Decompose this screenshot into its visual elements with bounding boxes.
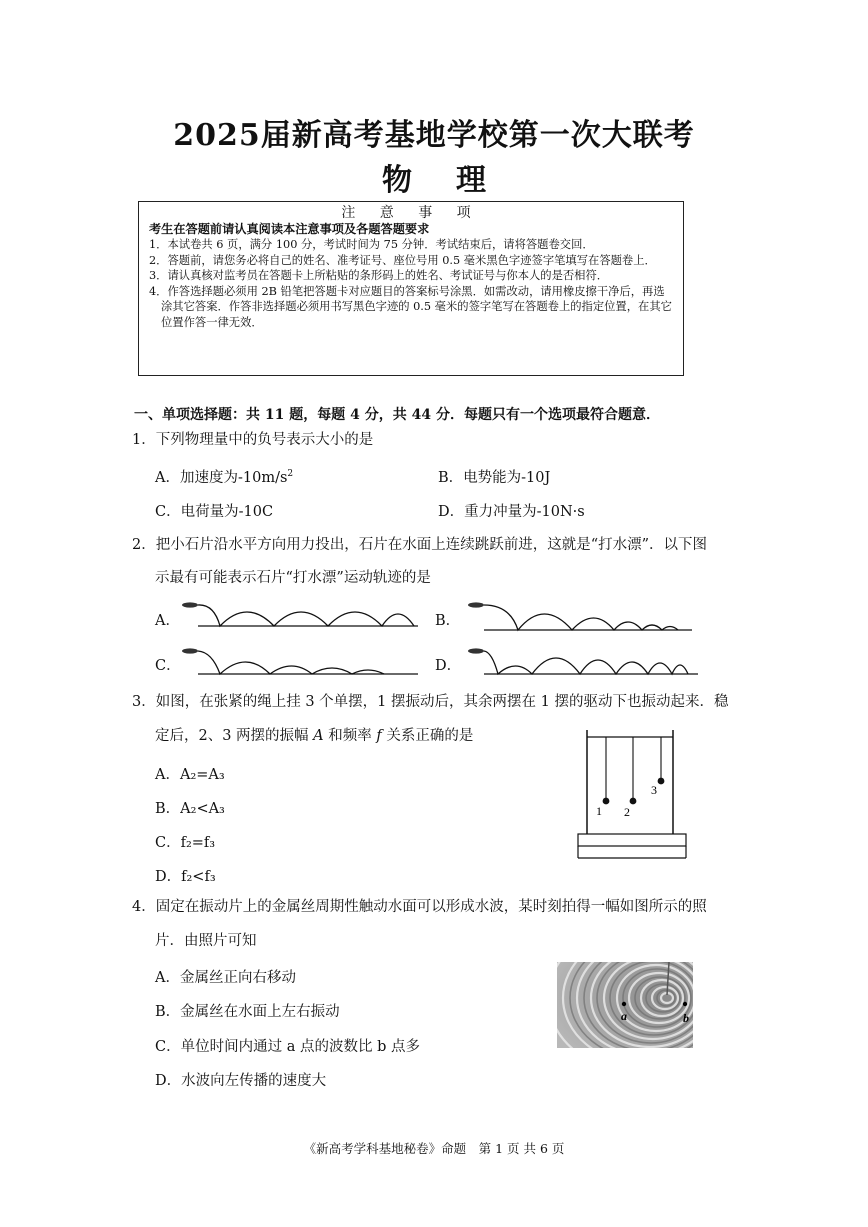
notice-item: 4．作答选择题必须用 2B 铅笔把答题卡对应题目的答案标号涂黑．如需改动，请用橡皮擦干净后，再选涂其它答案．作答非选择题必须用书写黑色字迹的 0.5 毫米的签字笔写在答题卷上的指定位置，在其它位置作答一律无效． — [149, 284, 672, 329]
page-footer: 《新高考学科基地秘卷》命题 第 1 页 共 6 页 — [303, 1141, 565, 1156]
exam-title: 2025届新高考基地学校第一次大联考 — [173, 118, 695, 153]
q4-option-b: B．金属丝在水面上左右振动 — [155, 1004, 340, 1020]
q3-stem-line2 — [155, 726, 473, 746]
subject-title — [0, 155, 868, 199]
q1-option-d: D．重力冲量为-10N·s — [438, 504, 585, 520]
q2-trajectory-c-figure — [176, 644, 426, 680]
q2-stem-line2: 示最有可能表示石片“打水漂”运动轨迹的是 — [155, 570, 431, 586]
q3-stem-text-2: 和频率 — [323, 728, 377, 744]
q1-option-a — [155, 466, 293, 487]
subject-char-1: 物 — [382, 163, 412, 198]
q3-stem-text-3: 关系正确的是 — [381, 728, 474, 744]
q3-option-d: D．f₂<f₃ — [155, 869, 216, 885]
q1-option-a-sup: 2 — [287, 469, 294, 480]
q3-stem-text-1: 定后，2、3 两摆的振幅 — [155, 728, 314, 744]
q1-option-b: B．电势能为-10J — [438, 470, 551, 486]
pendulum-label-3: 3 — [651, 783, 657, 797]
notice-subheading: 考生在答题前请认真阅读本注意事项及各题答题要求 — [149, 221, 430, 236]
wave-label-a: a — [621, 1009, 627, 1023]
notice-item: 3．请认真核对监考员在答题卡上所粘贴的条形码上的姓名、考试证号与你本人的是否相符． — [149, 269, 609, 282]
q2-option-b: B． — [435, 613, 461, 629]
q2-option-c: C． — [155, 658, 181, 674]
pendulum-label-2: 2 — [624, 805, 630, 819]
pendulum-figure — [576, 728, 696, 863]
q1-option-c: C．电荷量为-10C — [155, 504, 274, 520]
q2-stem-line1: 2．把小石片沿水平方向用力投出，石片在水面上连续跳跃前进，这就是“打水漂”．以下图 — [132, 537, 708, 553]
q4-stem-line1: 4．固定在振动片上的金属丝周期性触动水面可以形成水波，某时刻拍得一幅如图所示的照 — [132, 899, 707, 915]
q2-trajectory-b-figure — [462, 598, 702, 636]
q4-option-c: C．单位时间内通过 a 点的波数比 b 点多 — [155, 1039, 420, 1055]
q3-stem-line1: 3．如图，在张紧的绳上挂 3 个单摆，1 摆振动后，其余两摆在 1 摆的驱动下也振动起来．稳 — [132, 694, 729, 710]
q3-option-b: B．A₂<A₃ — [155, 801, 225, 817]
water-wave-photo — [557, 962, 693, 1048]
q3-option-c: C．f₂=f₃ — [155, 835, 216, 851]
q1-option-a-text: A．加速度为-10m/s — [155, 470, 288, 486]
pendulum-label-1: 1 — [596, 804, 602, 818]
q2-trajectory-d-figure — [462, 644, 707, 680]
q3-option-a: A．A₂=A₃ — [155, 767, 225, 783]
notice-heading: 注 意 事 项 — [341, 205, 481, 221]
q4-option-d: D．水波向左传播的速度大 — [155, 1073, 327, 1089]
notice-box — [138, 201, 684, 376]
q2-option-a: A． — [155, 613, 180, 629]
notice-item: 1．本试卷共 6 页，满分 100 分，考试时间为 75 分钟．考试结束后，请将答题卷交回． — [149, 238, 594, 251]
q2-option-d: D． — [435, 658, 462, 674]
q4-option-a: A．金属丝正向右移动 — [155, 970, 296, 986]
q1-stem: 1．下列物理量中的负号表示大小的是 — [132, 432, 374, 448]
q4-stem-line2: 片．由照片可知 — [155, 933, 257, 949]
q2-trajectory-a-figure — [176, 598, 426, 632]
q3-symbol-f: f — [376, 728, 382, 744]
notice-item: 2．答题前，请您务必将自己的姓名、准考证号、座位号用 0.5 毫米黑色字迹签字笔填写在答题卷上． — [149, 253, 656, 267]
q3-symbol-a: A — [313, 728, 324, 744]
section-heading: 一、单项选择题：共 11 题，每题 4 分，共 44 分．每题只有一个选项最符合题意． — [134, 407, 660, 423]
wave-label-b: b — [683, 1011, 689, 1025]
subject-char-2: 理 — [456, 163, 486, 198]
